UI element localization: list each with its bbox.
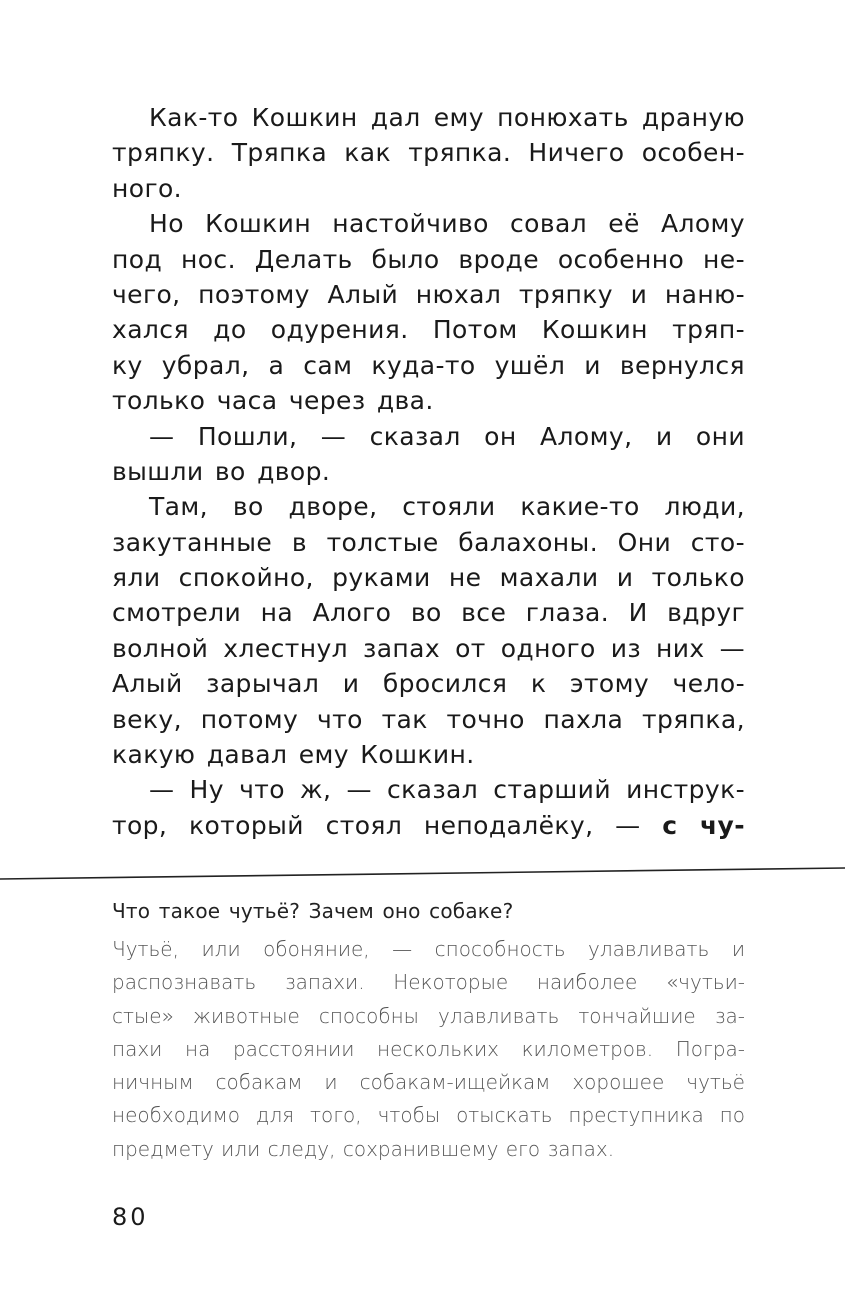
story-line: тряпку. Тряпка как тряпка. Ничего особен- [112, 138, 745, 168]
story-line: — Ну что ж, — сказал старший инструк- [149, 775, 745, 805]
story-line: какую давал ему Кошкин. [112, 740, 475, 770]
story-line: волной хлестнул запах от одного из них — [112, 633, 745, 663]
story-line: — Пошли, — сказал он Алому, и они [149, 421, 745, 451]
story-line: хался до одурения. Потом Кошкин тряп- [112, 315, 745, 345]
story-line: вышли во двор. [112, 456, 331, 486]
story-line: закутанные в толстые балахоны. Они сто- [112, 527, 745, 557]
sidebar-line: ничным собакам и собакам-ищейкам хорошее чутьё [112, 1070, 745, 1095]
sidebar-title: Что такое чутьё? Зачем оно собаке? [112, 899, 514, 923]
info-sidebar [112, 897, 745, 1166]
story-line: Но Кошкин настойчиво совал её Алому [149, 209, 745, 239]
story-line: веку, потому что так точно пахла тряпка, [112, 704, 745, 734]
sidebar-line: пахи на расстоянии нескольких километров. Погра- [112, 1036, 745, 1061]
sidebar-line: предмету или следу, сохранившему его запах. [112, 1136, 615, 1161]
story-line: ку убрал, а сам куда-то ушёл и вернулся [112, 350, 745, 380]
story-line: чего, поэтому Алый нюхал тряпку и наню- [112, 279, 745, 309]
story-line: смотрели на Алого во все глаза. И вдруг [112, 598, 745, 628]
story-line: ного. [112, 173, 183, 203]
story-text [112, 100, 745, 843]
story-line: яли спокойно, руками не махали и только [112, 563, 745, 593]
story-line-text: тор, который стоял неподалёку, — [112, 810, 641, 840]
story-line: Алый зарычал и бросился к этому чело- [112, 669, 745, 699]
sidebar-line: необходимо для того, чтобы отыскать преступника по [112, 1103, 745, 1128]
sidebar-line: Чутьё, или обоняние, — способность улавливать и [112, 937, 745, 961]
page-number: 80 [112, 1203, 149, 1231]
story-line: Там, во дворе, стояли какие-то люди, [149, 492, 745, 522]
story-line: Как-то Кошкин дал ему понюхать драную [149, 103, 745, 132]
sidebar-line: стые» животные способны улавливать тончайшие за- [112, 1003, 745, 1028]
story-line: под нос. Делать было вроде особенно не- [112, 244, 745, 274]
sidebar-line: распознавать запахи. Некоторые наиболее «чутьи- [112, 970, 745, 995]
story-line: только часа через два. [112, 386, 434, 416]
bold-continuation: с чу- [662, 810, 745, 840]
story-line-final [112, 808, 745, 843]
